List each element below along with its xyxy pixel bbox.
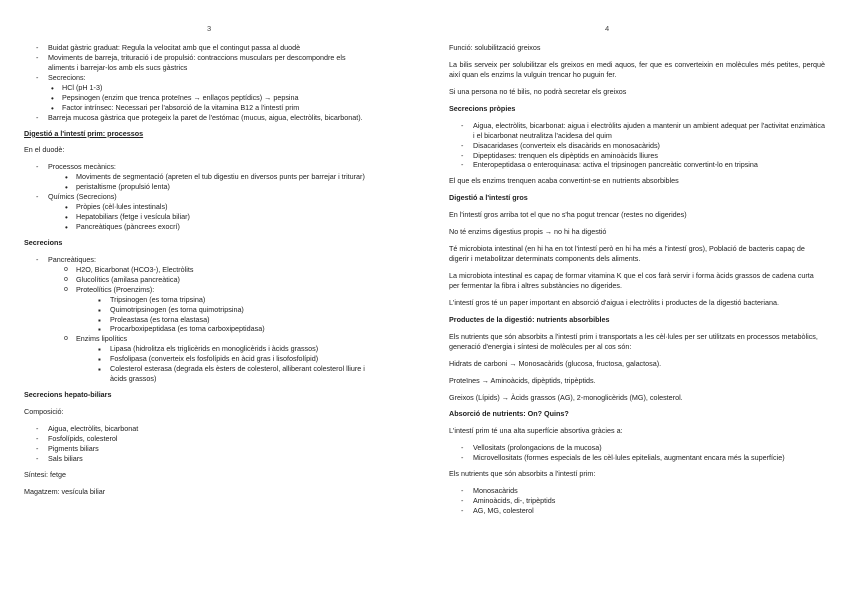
section-heading: Digestió a l'intestí gros: [449, 193, 528, 203]
chemical-sublist: [62, 202, 374, 232]
page-content: [449, 43, 825, 516]
paragraph: Magatzem: vesícula biliar: [24, 486, 106, 496]
list-item: [62, 334, 374, 384]
paragraph: Té microbiota intestinal (en hi ha en tot l'intestí però en hi ha més a l'intestí gros), Població de bacteris capaç de digerir i metabolitzar determinats components dels aliments.: [449, 244, 805, 264]
list-item-label: Secrecions:: [48, 72, 86, 82]
paragraph: La microbiota intestinal es capaç de formar vitamina K que el cos farà servir i forma àcids grassos de cadena curta per fermentar la fibra i altres substàncies no digerides.: [449, 271, 814, 290]
page-left: [24, 0, 424, 600]
list-item-label: Enzims lipolítics: [76, 334, 128, 344]
list-item: - AG, MG, colesterol: [449, 506, 825, 516]
paragraph: En l'intestí gros arriba tot el que no s'ha pogut trencar (restes no digerides): [449, 210, 687, 220]
list-item: [24, 73, 374, 113]
list-item: - Microvellositats (formes especials de les cèl·lules epitelials, augmentant encara més la superfície): [449, 453, 825, 463]
list-item: ▪ Tripsinogen (es torna tripsina): [96, 295, 374, 305]
list-item: ▪ Colesterol esterasa (degrada els èsters de colesterol, alliberant colesterol lliure i àcids grassos): [96, 364, 374, 384]
section-heading: Productes de la digestió: nutrients absorbibles: [449, 314, 610, 324]
list-item: ▪ Quimotripsinogen (es torna quimotripsina): [96, 305, 374, 315]
secretions-sublist: [48, 83, 374, 113]
list-item: • Pròpies (cèl·lules intestinals): [62, 202, 374, 212]
paragraph: En el duodè:: [24, 145, 65, 155]
paragraph: La bilis serveix per solubilitzar els greixos en medi aquos, fer que es converteixin en molècules més petites, perquè així quan els enzims la vulguin trencar ho puguin fer.: [449, 59, 825, 79]
list-item: - Pigments biliars: [24, 444, 374, 454]
paragraph: Els nutrients que són absorbits a l'intestí prim i transportats a les cèl·lules per ser utilitzats en processos metabòlics, generació d'energia i síntesi de molècules per al cos són:: [449, 331, 818, 351]
page-number: 3: [207, 24, 212, 33]
paragraph: L'intestí gros té un paper important en absorció d'aigua i electròlits i productes de la digestió bacteriana.: [449, 297, 779, 307]
lipolytic-sublist: [96, 344, 374, 384]
list-item: • Pancreàtiques (pàncrees exocrí): [62, 222, 374, 232]
list-item: o Glucolítics (amilasa pancreàtica): [62, 275, 374, 285]
mechanical-sublist: [62, 172, 374, 192]
absorbed-nutrients-list: [449, 486, 825, 516]
list-item-label: Químics (Secrecions): [48, 192, 117, 202]
list-item: - Disacaridases (converteix els disacàrids en monosacàrids): [449, 141, 825, 151]
paragraph: Composició:: [24, 407, 64, 416]
list-item: • peristaltisme (propulsió lenta): [62, 182, 374, 192]
paragraph: Proteïnes → Aminoàcids, dipèptids, tripèptids.: [449, 375, 596, 385]
list-item: • HCl (pH 1-3): [48, 83, 374, 93]
list-item: - Monosacàrids: [449, 486, 825, 496]
list-item: [24, 162, 374, 192]
list-item: - Enteropeptidasa o enteroquinasa: activa el tripsinogen pancreàtic convertint-lo en tripsina: [449, 160, 825, 170]
paragraph: No té enzims digestius propis → no hi ha digestió: [449, 227, 607, 237]
list-item: • Pepsinogen (enzim que trenca proteïnes → enllaços peptídics) → pepsina: [48, 93, 374, 103]
list-item: o H2O, Bicarbonat (HCO3-), Electròlits: [62, 265, 374, 275]
pancreatic-sublist: [62, 265, 374, 384]
page-right: [449, 0, 825, 600]
section-heading: Digestió a l'intestí prim: processos: [24, 128, 144, 138]
list-item: ▪ Fosfolipasa (converteix els fosfolípids en àcid gras i lisofosfolípid): [96, 354, 374, 364]
list-item: - Aminoàcids, di-, tripèptids: [449, 496, 825, 506]
list-item: - Aigua, electròlits, bicarbonat: [24, 424, 374, 434]
list-item: - Moviments de barreja, trituració i de propulsió: contraccions musculars per descompondre els aliments i barrejar-los amb els sucs gàstrics: [24, 53, 374, 73]
proteolytic-sublist: [96, 295, 374, 335]
list-item: - Fosfolípids, colesterol: [24, 434, 374, 444]
paragraph: L'intestí prim té una alta superfície absortiva gràcies a:: [449, 426, 623, 436]
secretions-list: [24, 255, 374, 384]
paragraph: Síntesi: fetge: [24, 469, 66, 479]
absorption-surface-list: [449, 443, 825, 463]
list-item: • Hepatobiliars (fetge i vesícula biliar): [62, 212, 374, 222]
list-item: ▪ Procarboxipeptidasa (es torna carboxipeptidasa): [96, 324, 374, 334]
paragraph: Funció: solubilització greixos: [449, 43, 541, 52]
stomach-list: [24, 43, 374, 123]
section-heading: Absorció de nutrients: On? Quins?: [449, 409, 569, 419]
list-item-label: Proteolítics (Proenzims):: [76, 284, 155, 294]
page-content: [24, 43, 374, 504]
list-item: [24, 192, 374, 232]
list-item: ▪ Proleastasa (es torna elastasa): [96, 315, 374, 325]
list-item-label: Pancreàtiques:: [48, 254, 96, 264]
list-item: ▪ Lipasa (hidrolitza els triglicèrids en monoglicèrids i àcids grassos): [96, 344, 374, 354]
list-item: [62, 285, 374, 335]
list-item: - Buidat gàstric graduat: Regula la velocitat amb que el contingut passa al duodè: [24, 43, 374, 53]
list-item: - Dipeptidases: trenquen els dipèptids en aminoàcids lliures: [449, 151, 825, 161]
list-item-label: Processos mecànics:: [48, 162, 116, 172]
section-heading: Secrecions: [24, 237, 63, 247]
list-item: • Moviments de segmentació (apreten el tub digestiu en diversos punts per barrejar i triturar): [62, 172, 374, 182]
list-item: [24, 255, 374, 384]
list-item: - Aigua, electròlits, bicarbonat: aigua i electròlits ajuden a mantenir un ambient adequat per l'activitat enzimàtica i el bicarbonat neutralitza l'acidesa del quim: [449, 121, 825, 141]
composition-list: [24, 424, 374, 464]
list-item: - Sals biliars: [24, 454, 374, 464]
list-item: - Vellositats (prolongacions de la mucosa): [449, 443, 825, 453]
list-item: • Factor intrínsec: Necessari per l'absorció de la vitamina B12 a l'intestí prim: [48, 103, 374, 113]
section-heading: Secrecions pròpies: [449, 103, 516, 113]
paragraph: El que els enzims trenquen acaba convertint-se en nutrients absorbibles: [449, 176, 679, 186]
page-number: 4: [605, 24, 610, 33]
list-item: - Barreja mucosa gàstrica que protegeix la paret de l'estómac (mucus, aigua, electròlits, bicarbonat).: [24, 113, 374, 123]
section-heading: Secrecions hepato-biliars: [24, 390, 112, 400]
own-secretions-list: [449, 121, 825, 171]
paragraph: Els nutrients que són absorbits a l'intestí prim:: [449, 469, 596, 479]
process-list: [24, 162, 374, 232]
paragraph: Hidrats de carboni → Monosacàrids (glucosa, fructosa, galactosa).: [449, 358, 662, 368]
paragraph: Greixos (Lípids) → Àcids grassos (AG), 2-monoglicèrids (MG), colesterol.: [449, 392, 683, 402]
paragraph: Si una persona no té bilis, no podrà secretar els greixos: [449, 86, 627, 96]
